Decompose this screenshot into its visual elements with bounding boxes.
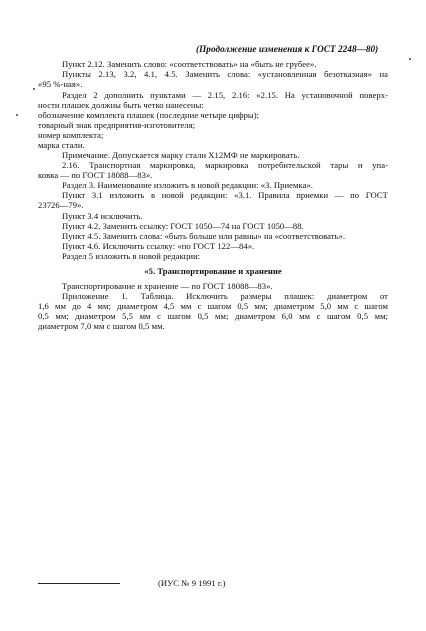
text-line: Пункт 2.12. Заменить слово: «соответствовать» на «быть не грубее». xyxy=(62,59,317,69)
text-line: Раздел 2 дополнить пунктами — 2.15, 2.16: «2.15. На установочной поверх- xyxy=(62,90,388,100)
text-line: 2.16. Транспортная маркировка, маркировка потребительской тары и упа- xyxy=(62,160,388,170)
section-title: «5. Транспортирование и хранение xyxy=(144,266,282,276)
note-line: Примечание. Допускается марку стали Х12МФ не маркировать. xyxy=(62,150,300,160)
text-line: марка стали. xyxy=(38,140,85,150)
text-line: Приложение 1. Таблица. Исключить размеры плашек: диаметром от xyxy=(62,291,388,301)
text-line: «95 %-ная». xyxy=(38,79,83,89)
text-line: Пункт 3.1 изложить в новой редакции: «3.1. Правила приемки — по ГОСТ xyxy=(62,190,388,200)
scan-speck xyxy=(16,114,18,116)
text-line: 0,5 мм; диаметром 5,5 мм с шагом 0,5 мм; диаметром 6,0 мм с шагом 0,5 мм; xyxy=(38,311,388,321)
text-line: Транспортирование и хранение — по ГОСТ 18088—83». xyxy=(62,281,273,291)
text-line: товарный знак предприятия-изготовителя; xyxy=(38,120,196,130)
text-line: 1,6 мм до 4 мм; диаметром 4,5 мм с шагом 0,5 мм; диаметром 5,0 мм с шагом xyxy=(38,301,388,311)
text-line: Пункт 4.2. Заменить ссылку: ГОСТ 1050—74 на ГОСТ 1050—88. xyxy=(62,221,304,231)
text-line: Раздел 5 изложить в новой редакции: xyxy=(62,251,201,261)
text-line: ности плашек должны быть четко нанесены: xyxy=(38,100,204,110)
separator-rule xyxy=(38,583,120,584)
text-line: обозначение комплекта плашек (последние четыре цифры); xyxy=(38,110,260,120)
scan-speck xyxy=(33,88,35,90)
scan-speck xyxy=(409,58,411,60)
text-line: номер комплекта; xyxy=(38,130,104,140)
text-line: ковка — по ГОСТ 18088—83». xyxy=(38,170,153,180)
text-line: Пункт 3.4 исключить. xyxy=(62,211,143,221)
text-line: Раздел 3. Наименование изложить в новой редакции: «3. Приемка». xyxy=(62,180,313,190)
text-line: 23726—79». xyxy=(38,200,84,210)
text-line: Пункт 4.6. Исключить ссылку: «по ГОСТ 122—84». xyxy=(62,241,255,251)
text-line: Пункты 2.13, 3.2, 4.1, 4.5. Заменить слова: «установленная безотказная» на xyxy=(62,69,388,79)
text-line: диаметром 7,0 мм с шагом 0,5 мм. xyxy=(38,321,165,331)
footer-note: (ИУС № 9 1991 г.) xyxy=(158,578,226,588)
text-line: Пункт 4.5. Заменить слова: «быть больше или равны» на «соответствовать». xyxy=(62,231,346,241)
continuation-header: (Продолжение изменения к ГОСТ 2248—80) xyxy=(196,44,379,54)
